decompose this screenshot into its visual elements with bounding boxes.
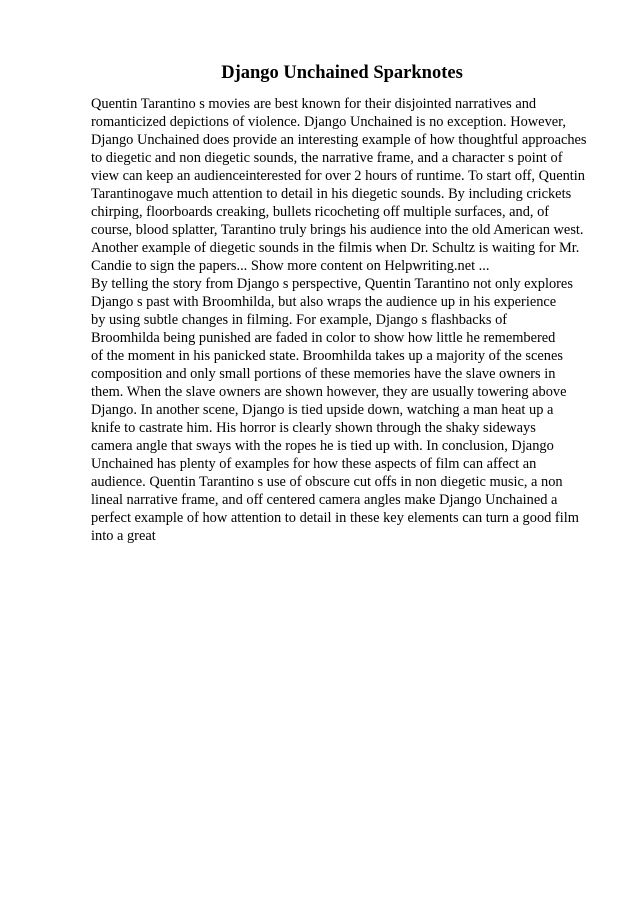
body-line: perfect example of how attention to detail in these key elements can turn a good film <box>91 510 579 526</box>
body-line: camera angle that sways with the ropes he is tied up with. In conclusion, Django <box>91 438 554 454</box>
body-line: to diegetic and non diegetic sounds, the narrative frame, and a character s point of <box>91 150 563 166</box>
document-title: Django Unchained Sparknotes <box>221 63 463 83</box>
body-line: chirping, floorboards creaking, bullets ricocheting off multiple surfaces, and, of <box>91 204 550 220</box>
body-line: Django. In another scene, Django is tied upside down, watching a man heat up a <box>91 402 554 418</box>
body-line: Unchained has plenty of examples for how these aspects of film can affect an <box>91 456 537 472</box>
body-line: Candie to sign the papers... Show more content on Helpwriting.net ... <box>91 258 490 274</box>
body-line: knife to castrate him. His horror is clearly shown through the shaky sideways <box>91 420 536 436</box>
body-line: of the moment in his panicked state. Broomhilda takes up a majority of the scenes <box>91 348 563 364</box>
body-line: view can keep an audienceinterested for over 2 hours of runtime. To start off, Quentin <box>91 168 585 184</box>
body-line: romanticized depictions of violence. Django Unchained is no exception. However, <box>91 114 566 130</box>
body-line: Django Unchained does provide an interesting example of how thoughtful approaches <box>91 132 587 148</box>
body-line: them. When the slave owners are shown however, they are usually towering above <box>91 384 567 400</box>
body-line: Another example of diegetic sounds in the filmis when Dr. Schultz is waiting for Mr. <box>91 240 580 256</box>
body-line: By telling the story from Django s perspective, Quentin Tarantino not only explores <box>91 276 573 292</box>
body-line: into a great <box>91 528 156 544</box>
body-line: by using subtle changes in filming. For example, Django s flashbacks of <box>91 312 508 328</box>
body-line: Django s past with Broomhilda, but also wraps the audience up in his experience <box>91 294 557 310</box>
body-line: Tarantinogave much attention to detail in his diegetic sounds. By including crickets <box>91 186 572 202</box>
body-line: composition and only small portions of these memories have the slave owners in <box>91 366 556 382</box>
body-line: course, blood splatter, Tarantino truly brings his audience into the old American west. <box>91 222 584 238</box>
body-line: Quentin Tarantino s movies are best known for their disjointed narratives and <box>91 96 537 112</box>
body-line: lineal narrative frame, and off centered camera angles make Django Unchained a <box>91 492 558 508</box>
body-line: Broomhilda being punished are faded in color to show how little he remembered <box>91 330 556 346</box>
document-body <box>91 95 611 545</box>
body-line: audience. Quentin Tarantino s use of obscure cut offs in non diegetic music, a non <box>91 474 563 490</box>
